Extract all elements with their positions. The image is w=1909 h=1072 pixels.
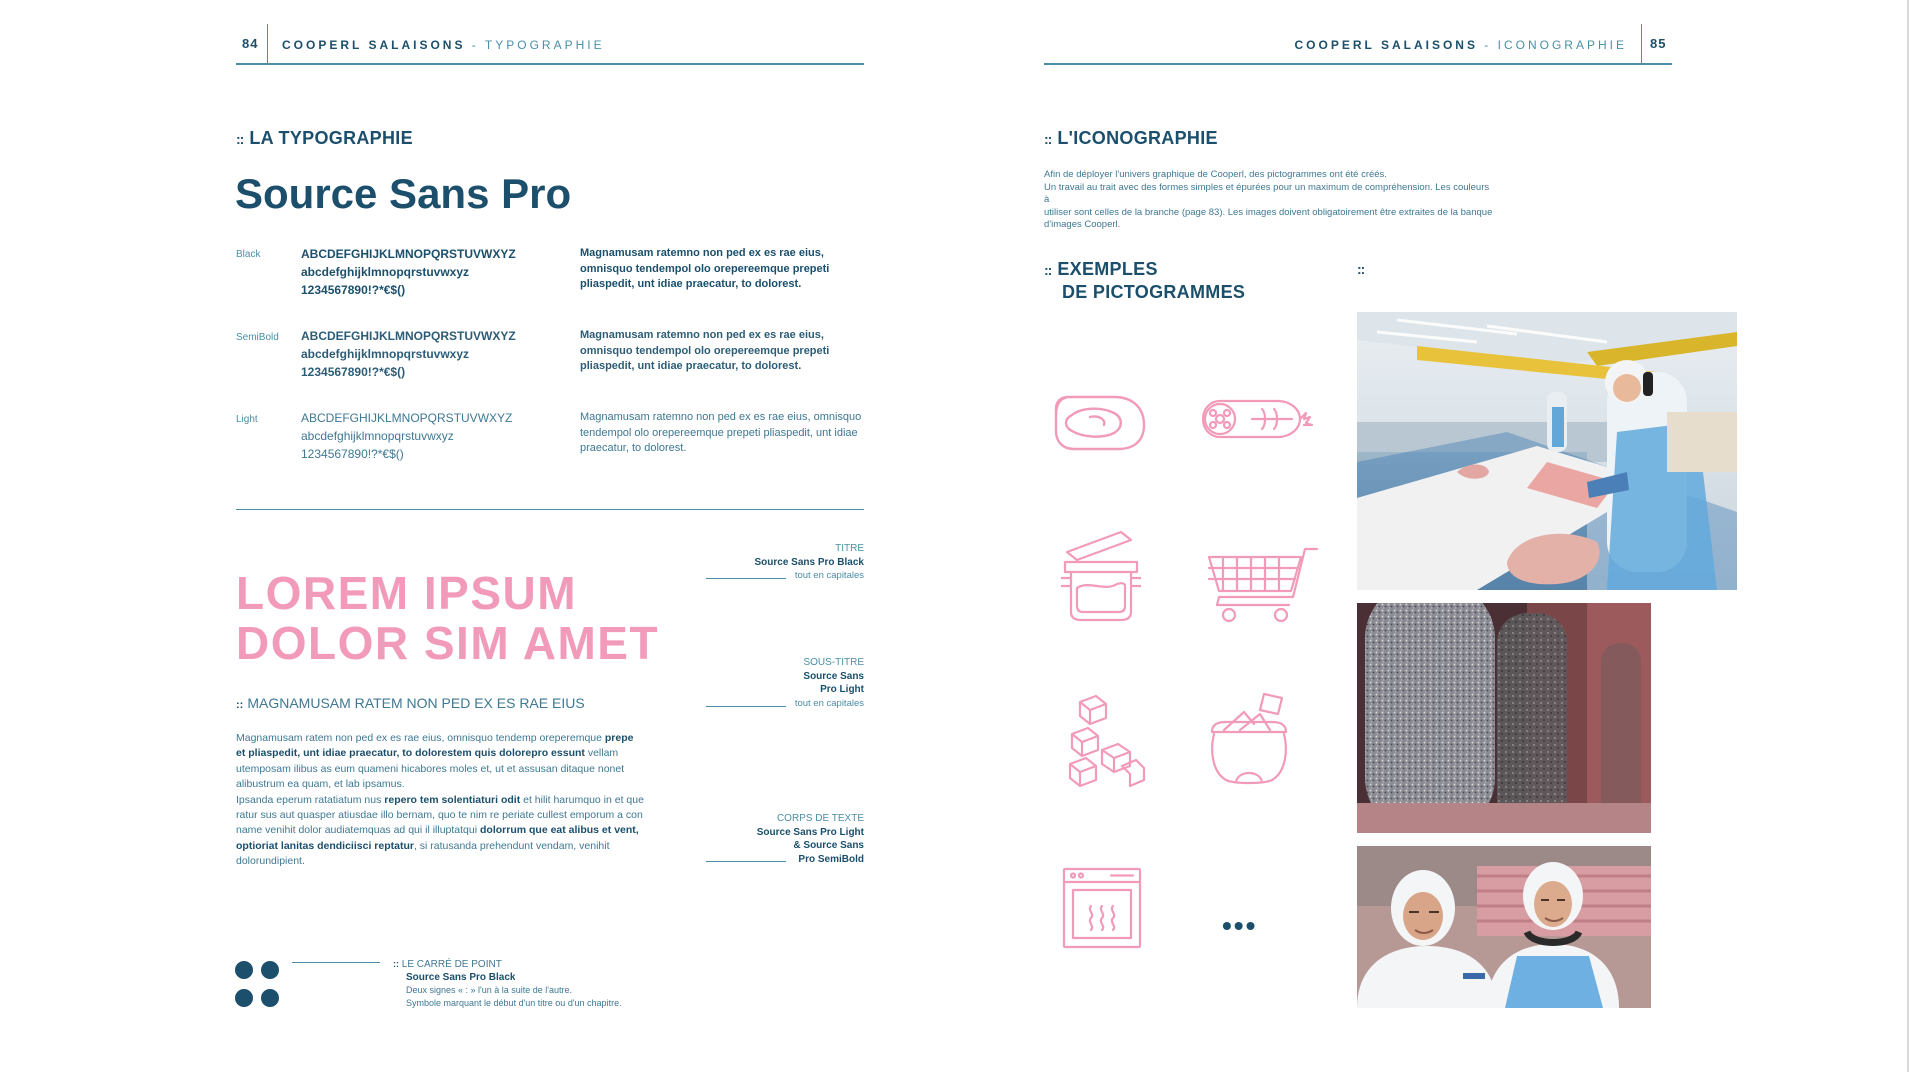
pictograms-dots: ::: [1044, 262, 1052, 278]
left-header-rule: [236, 63, 864, 65]
left-header-sep: -: [465, 38, 485, 52]
carre-font: Source Sans Pro Black: [406, 971, 516, 983]
carre-dot: [235, 989, 253, 1007]
right-header-sep: -: [1477, 38, 1498, 52]
subheading-text: MAGNAMUSAM RATEM NON PED EX ES RAE EIUS: [247, 695, 585, 711]
left-header-divider: [267, 24, 268, 64]
annotation-soustitre-cap: SOUS-TITRE: [803, 657, 864, 668]
left-header-brand: COOPERL SALAISONS: [282, 38, 466, 52]
body-text-example: [236, 731, 644, 870]
body-text-run: Magnamusam ratem non ped ex es rae eius, omnisquo tendemp oreperemque: [236, 732, 605, 744]
annotation-titre-font: Source Sans Pro Black: [754, 556, 864, 568]
annotation-corps-cap: CORPS DE TEXTE: [776, 813, 864, 824]
typography-divider: [236, 509, 864, 510]
body-text-run: prepe et pliaspedit, unt idiae praecatur, to dolorestem quis dolorepro essunt: [236, 732, 634, 760]
lower-semibold: abcdefghijklmnopqrstuvwxyz: [301, 347, 470, 361]
more-pictograms-indicator: •••: [1222, 910, 1258, 941]
sausage-icon: [1200, 397, 1315, 441]
shopping-cart-icon: [1205, 545, 1321, 625]
annotation-titre: [755, 542, 865, 583]
headline-example: [236, 568, 659, 668]
dots-marker: ::: [236, 131, 244, 147]
sample-semibold: Magnamusam ratemno non ped ex es rae eius, omnisquo tendempol olo orepereemque prepeti pliaspedit, unt idiae praecatur, to dolorest.: [580, 329, 830, 372]
headline-line-1: LOREM IPSUM: [236, 567, 578, 619]
headline-line-2: DOLOR SIM AMET: [236, 617, 660, 669]
carre-line-1: Deux signes « : » l'un à la suite de l'autre.: [406, 985, 573, 995]
intro-line-4: d'images Cooperl.: [1044, 219, 1121, 230]
carre-dots-marker: ::: [393, 959, 399, 969]
digits-black: 1234567890!?*€$(): [301, 283, 406, 297]
ham-icon: [1052, 393, 1148, 453]
upper-black: ABCDEFGHIJKLMNOPQRSTUVWXYZ: [301, 247, 516, 261]
annotation-corps: [757, 812, 864, 866]
visuals-dots: ::: [1357, 261, 1365, 277]
intro-line-1: Afin de déployer l'univers graphique de Cooperl, des pictogrammes ont été créés.: [1044, 169, 1387, 180]
body-text-run: , si ratusanda prehendunt vendam, venihit dolorundipient.: [236, 839, 610, 868]
bowl-pieces-icon: [1206, 690, 1292, 786]
left-header-title: [282, 38, 605, 52]
typography-section-title: [236, 128, 413, 149]
annotation-soustitre-font-1: Source Sans: [803, 670, 864, 682]
right-page-number: 85: [1650, 36, 1667, 51]
right-header-brand: COOPERL SALAISONS: [1294, 38, 1478, 52]
annotation-soustitre-font-2: Pro Light: [820, 684, 864, 695]
body-text-run: dolorrum que eat alibus et vent, optioriat lanitas dendiciisci reptatur: [236, 824, 639, 852]
meat-processing-line-photo: [1357, 312, 1737, 590]
annotation-corps-font-1: Source Sans Pro Light: [756, 826, 864, 838]
intro-line-2: Un travail au trait avec des formes simples et épurées pour un maximum de compréhension. Les couleurs à: [1044, 181, 1490, 205]
pictograms-title-1: EXEMPLES: [1057, 259, 1158, 279]
body-text-run: repero tem solentiaturi odit: [384, 793, 521, 806]
upper-light: ABCDEFGHIJKLMNOPQRSTUVWXYZ: [301, 411, 513, 425]
body-text-run: Ipsanda eperum ratatiatum nus: [236, 793, 385, 806]
body-text-run: vellam utemposam ilibus as eum quameni hicabores moles et, ut et assusan ditaque nonet alibustrum ea quam, et lab ipsamus.: [236, 747, 625, 791]
carre-dot: [235, 961, 253, 979]
right-header-section: ICONOGRAPHIE: [1497, 38, 1627, 52]
pictograms-section-title: [1044, 258, 1245, 303]
annotation-soustitre-rule: [706, 706, 786, 707]
alphabet-black: [301, 245, 516, 299]
carre-line-2: Symbole marquant le début d'un titre ou d'un chapitre.: [406, 997, 622, 1008]
diced-meat-icon: [1066, 694, 1146, 788]
annotation-soustitre: [795, 656, 864, 710]
dry-sausage-photo: [1357, 603, 1651, 833]
annotation-titre-note: tout en capitales: [794, 570, 864, 581]
pate-jar-icon: [1061, 528, 1141, 624]
sample-light: Magnamusam ratemno non ped ex es rae eius, omnisquo tendempol olo orepereemque prepeti pliaspedit, unt idiae praecatur, to dolorest.: [580, 411, 862, 454]
right-header-title: [1295, 38, 1628, 52]
body-text-run: et hilit harumquo in et que ratur sus aut quasper atiusdae illo bernam, quo te nim re periate cullest emporum a con name venihit dolor audiatemquas ad qui il illuptatqui: [236, 793, 644, 837]
two-workers-photo: [1357, 846, 1651, 1008]
annotation-titre-cap: TITRE: [835, 543, 864, 554]
iconography-intro: [1044, 169, 1494, 232]
carre-cap: LE CARRÉ DE POINT: [401, 959, 502, 970]
left-header-section: TYPOGRAPHIE: [484, 38, 605, 52]
carre-dot: [261, 961, 279, 979]
weight-label-light: Light: [236, 414, 258, 425]
alphabet-semibold: [301, 327, 516, 381]
iconography-section-title: [1044, 128, 1218, 149]
lower-black: abcdefghijklmnopqrstuvwxyz: [301, 265, 470, 279]
carre-description: [393, 958, 622, 1009]
typography-title-text: LA TYPOGRAPHIE: [249, 128, 413, 148]
carre-dot: [261, 989, 279, 1007]
right-header-divider: [1641, 24, 1642, 64]
digits-semibold: 1234567890!?*€$(): [301, 365, 406, 379]
subheading-example: [236, 695, 585, 711]
carre-rule: [292, 962, 380, 963]
sample-black: Magnamusam ratemno non ped ex es rae eius, omnisquo tendempol olo orepereemque prepeti pliaspedit, unt idiae praecatur, to dolorest.: [580, 247, 830, 290]
pictograms-title-2: DE PICTOGRAMMES: [1062, 282, 1246, 302]
weight-label-semibold: SemiBold: [236, 332, 279, 343]
oven-icon: [1061, 866, 1143, 950]
annotation-corps-font-3: Pro SemiBold: [798, 853, 864, 865]
annotation-soustitre-note: tout en capitales: [794, 697, 864, 709]
visuals-section-title: [1357, 258, 1370, 279]
iconography-title-text: L'ICONOGRAPHIE: [1057, 128, 1218, 148]
font-name-heading: Source Sans Pro: [235, 170, 572, 217]
intro-line-3: utiliser sont celles de la branche (page 83). Les images doivent obligatoirement être extraites de la banque: [1044, 206, 1493, 218]
upper-semibold: ABCDEFGHIJKLMNOPQRSTUVWXYZ: [301, 329, 516, 343]
alphabet-light: [301, 409, 512, 463]
lower-light: abcdefghijklmnopqrstuvwxyz: [301, 429, 454, 443]
digits-light: 1234567890!?*€$(): [301, 447, 404, 461]
weight-label-black: Black: [236, 249, 261, 260]
annotation-titre-rule: [706, 578, 786, 579]
annotation-corps-font-2: & Source Sans: [793, 840, 864, 851]
left-page-number: 84: [242, 36, 259, 51]
right-header-rule: [1044, 63, 1672, 65]
annotation-corps-rule: [706, 861, 786, 862]
subheading-dots: ::: [236, 699, 244, 711]
iconography-dots: ::: [1044, 131, 1052, 147]
